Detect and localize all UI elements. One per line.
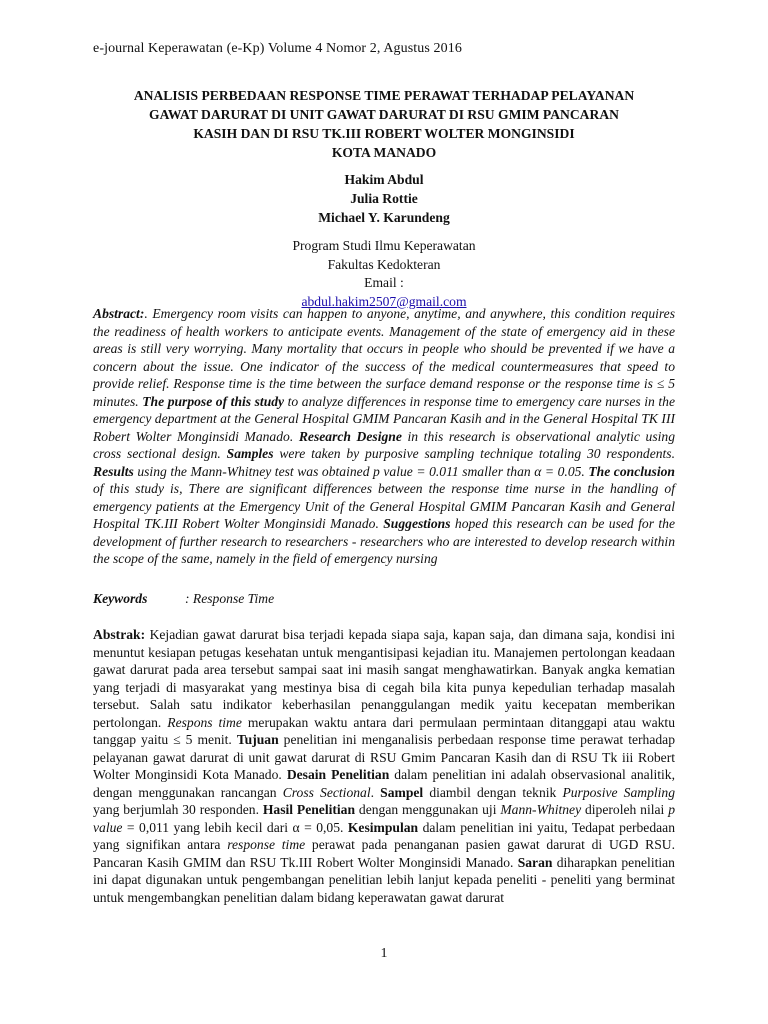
abstract-english [93, 305, 675, 568]
abstrak-text: diambil dengan teknik [423, 784, 563, 800]
page-number: 1 [380, 946, 388, 961]
abstrak-italic: Purposive Sampling [562, 784, 676, 800]
keywords-label: Keywords [93, 591, 148, 606]
title-line: GAWAT DARURAT DI UNIT GAWAT DARURAT DI RSU GMIM PANCARAN [149, 107, 619, 122]
email-link[interactable]: abdul.hakim2507@gmail.com [301, 293, 467, 309]
abstract-suggestions-text: hoped this research can be used for the development of further research to researchers - researchers who are interested to develop research within the scope of the same, namely in the field of emergency nursing [93, 516, 675, 566]
abstrak-tujuan-label: Tujuan [236, 732, 279, 747]
title-line: ANALISIS PERBEDAAN RESPONSE TIME PERAWAT TERHADAP PELAYANAN [133, 88, 635, 103]
author-name: Michael Y. Karundeng [318, 210, 450, 225]
abstract-samples-text: were taken by purposive sampling technique totaling 30 respondents. [273, 446, 675, 461]
abstrak-text: perawat pada penanganan pasien gawat darurat di UGD RSU. Pancaran Kasih GMIM dan RSU Tk.III Robert Wolter Monginsidi Manado. [93, 837, 675, 870]
abstrak-text: diharapkan penelitian ini dapat digunakan untuk pengembangan penelitian lebih lanjut kepada peneliti - peneliti yang berminat untuk mengembangkan penelitian dalam bidang keperawatan gawat darurat [93, 854, 675, 905]
abstrak-italic: Mann-Whitney [500, 802, 582, 817]
title-line: KOTA MANADO [331, 145, 437, 160]
abstrak-italic: response time [227, 837, 306, 852]
abstract-results-text: using the Mann-Whitney test was obtained p value = 0.011 smaller than α = 0.05. [133, 463, 589, 479]
abstrak-sampel-label: Sampel [380, 784, 424, 800]
abstract-design-text: in this research is observational analytic using cross sectional design. [93, 428, 676, 461]
paper-title [80, 86, 688, 162]
abstrak-saran-label: Saran [517, 854, 553, 870]
abstract-conclusion-text: of this study is, There are significant differences between the response time nurse in the handling of emergency patients at the Emergency Unit of the General Hospital GMIM Pancaran Kasih and General Hospital TK.III Robert Wolter Monginsidi Manado. [93, 481, 675, 531]
abstrak-text: dalam penelitian ini adalah observasional analitik, dengan menggunakan rancangan [93, 767, 675, 800]
running-head: e-journal Keperawatan (e-Kp) Volume 4 Nomor 2, Agustus 2016 [93, 41, 462, 56]
author-name: Hakim Abdul [344, 172, 424, 187]
abstract-conclusion-label: The conclusion [588, 463, 675, 479]
abstract-purpose-label: The purpose of this study [142, 393, 285, 409]
abstract-purpose-text: to analyze differences in response time to emergency care nurses in the emergency department at the General Hospital GMIM Pancaran Kasih and in the General Hospital TK III Robert Wolter Monginsidi Manado. [93, 393, 675, 444]
abstrak-text: dengan menggunakan uji [355, 802, 501, 817]
abstract-label: Abstract: [93, 306, 145, 321]
abstrak-text: merupakan waktu antara dari permulaan permintaan ditanggapi atau waktu tanggap yaitu ≤ 5 menit. [93, 714, 675, 747]
abstrak-italic: Cross Sectional [282, 784, 371, 800]
abstract-design-label: Research Designe [298, 428, 402, 444]
abstrak-hasil-label: Hasil Penelitian [262, 802, 356, 817]
abstrak-text: diperoleh nilai [581, 802, 669, 817]
author-list [80, 170, 688, 227]
abstract-samples-label: Samples [226, 446, 274, 461]
affiliation-faculty: Fakultas Kedokteran [327, 256, 441, 272]
abstrak-italic: Respons time [167, 714, 242, 730]
abstrak-text: yang berjumlah 30 responden. [93, 802, 263, 817]
abstrak-text: = 0,011 yang lebih kecil dari α = 0,05. [122, 819, 348, 835]
abstrak-desain-label: Desain Penelitian [286, 767, 390, 782]
abstrak-text: Kejadian gawat darurat bisa terjadi kepada siapa saja, kapan saja, dan dimana saja, kondisi ini menuntut kesiapan petugas kesehatan untuk mengantisipasi kejadian itu. Manajemen pertolongan keadaan gawat darurat pada area tersebut sampai saat ini masih sangat menghawatirkan. Banyak angka kematian yang terjadi di masyarakat yang mestinya bisa di cegah bila kita punya kepedulian terhadap masalah tersebut. Salah satu indikator keberhasilan penanggulangan medik yaitu kecepatan memberikan pertolongan. [93, 627, 675, 730]
abstrak-text: dalam penelitian ini yaitu, Tedapat perbedaan yang signifikan antara [93, 819, 676, 852]
abstract-intro: . Emergency room visits can happen to anyone, anytime, and anywhere, this condition requires the readiness of health workers to anticipate events. Management of the state of emergency aid in these areas is still very worrying. Many mortality that occurs in people who should be prevented if we have a concern about the issue. One indicator of the success of the medical countermeasures that speed to provide relief. Response time is the time between the surface demand response or the response time is ≤ 5 minutes. [93, 306, 675, 409]
affiliation [80, 237, 688, 311]
abstrak-indonesian [93, 626, 675, 906]
abstrak-text: . [370, 784, 381, 800]
abstract-suggestions-label: Suggestions [383, 516, 451, 531]
affiliation-program: Program Studi Ilmu Keperawatan [292, 238, 476, 253]
title-line: KASIH DAN DI RSU TK.III ROBERT WOLTER MONGINSIDI [193, 126, 575, 141]
abstract-results-label: Results [93, 463, 134, 479]
abstrak-italic: p value [93, 802, 675, 835]
abstrak-text: penelitian ini menganalisis perbedaan response time perawat terhadap pelayanan gawat darurat di unit gawat darurat di RSU Gmim Pancaran Kasih dan di RSU Tk iii Robert Wolter Monginsidi Kota Manado. [93, 732, 675, 782]
abstrak-kesimpulan-label: Kesimpulan [347, 819, 419, 835]
keywords [93, 590, 675, 608]
keywords-value: : Response Time [185, 591, 275, 606]
author-name: Julia Rottie [350, 191, 418, 206]
abstrak-label: Abstrak: [93, 627, 146, 642]
email-label: Email : [364, 275, 404, 290]
